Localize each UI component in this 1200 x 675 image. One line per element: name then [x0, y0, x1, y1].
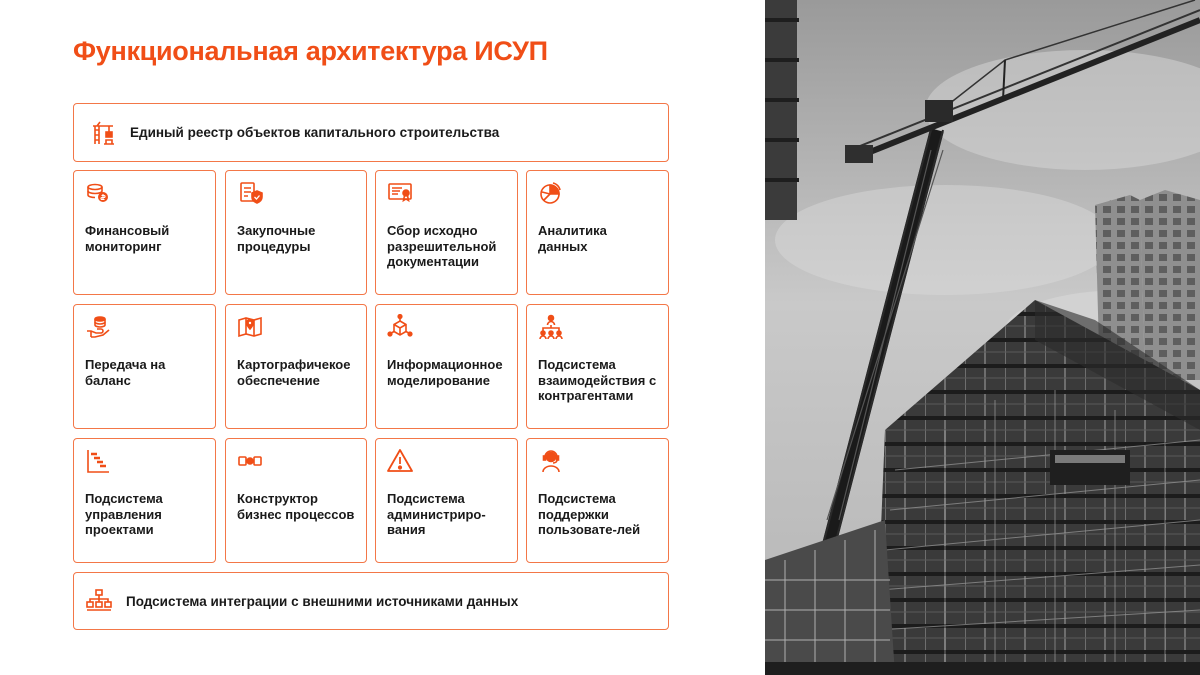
hand-coins-icon	[85, 314, 111, 340]
grid-item-analytics[interactable]	[526, 170, 669, 295]
grid-label-user-support: Подсистема поддержки пользовате-лей	[538, 491, 641, 537]
grid-item-finance[interactable]	[73, 170, 216, 295]
grid-label-bpm-constructor: Конструктор бизнес процессов	[237, 491, 355, 522]
registry-label: Единый реестр объектов капитального строительства	[130, 125, 500, 140]
coins-stack-icon	[85, 180, 111, 206]
grid-item-contractors[interactable]	[526, 304, 669, 429]
certificate-icon	[387, 180, 413, 206]
people-network-icon	[538, 314, 564, 340]
support-agent-icon	[538, 448, 564, 474]
grid-label-documentation: Сбор исходно разрешительной документации	[387, 223, 497, 269]
grid-label-analytics: Аналитика данных	[538, 223, 607, 254]
gantt-icon	[85, 448, 111, 474]
pie-chart-icon	[538, 180, 564, 206]
grid-label-bim: Информационное моделирование	[387, 357, 503, 388]
grid-label-cartography: Картографичекое обеспечение	[237, 357, 351, 388]
grid-label-procurement: Закупочные процедуры	[237, 223, 316, 254]
grid-item-documentation[interactable]	[375, 170, 518, 295]
crane-icon	[90, 120, 116, 146]
cube-nodes-icon	[387, 314, 413, 340]
construction-site-photo	[765, 0, 1200, 675]
integration-label: Подсистема интеграции с внешними источниками данных	[126, 593, 519, 609]
page-title: Функциональная архитектура ИСУП	[73, 36, 548, 66]
map-icon	[237, 314, 263, 340]
hierarchy-icon	[86, 588, 112, 614]
grid-label-administration: Подсистема администриро-вания	[387, 491, 486, 537]
grid-label-finance: Финансовый мониторинг	[85, 223, 170, 254]
registry-item[interactable]	[73, 103, 669, 162]
grid-item-cartography[interactable]	[225, 304, 367, 429]
warning-triangle-icon	[387, 448, 413, 474]
grid-item-project-management[interactable]	[73, 438, 216, 563]
grid-item-administration[interactable]	[375, 438, 518, 563]
grid-item-user-support[interactable]	[526, 438, 669, 563]
integration-item[interactable]	[73, 572, 669, 630]
grid-label-contractors: Подсистема взаимодействия с контрагентами	[538, 357, 657, 403]
grid-label-project-management: Подсистема управления проектами	[85, 491, 163, 537]
process-blocks-icon	[237, 448, 263, 474]
grid-item-balance-transfer[interactable]	[73, 304, 216, 429]
grid-item-bpm-constructor[interactable]	[225, 438, 367, 563]
grid-item-bim[interactable]	[375, 304, 518, 429]
shield-document-icon	[237, 180, 263, 206]
grid-item-procurement[interactable]	[225, 170, 367, 295]
grid-label-balance-transfer: Передача на баланс	[85, 357, 166, 388]
